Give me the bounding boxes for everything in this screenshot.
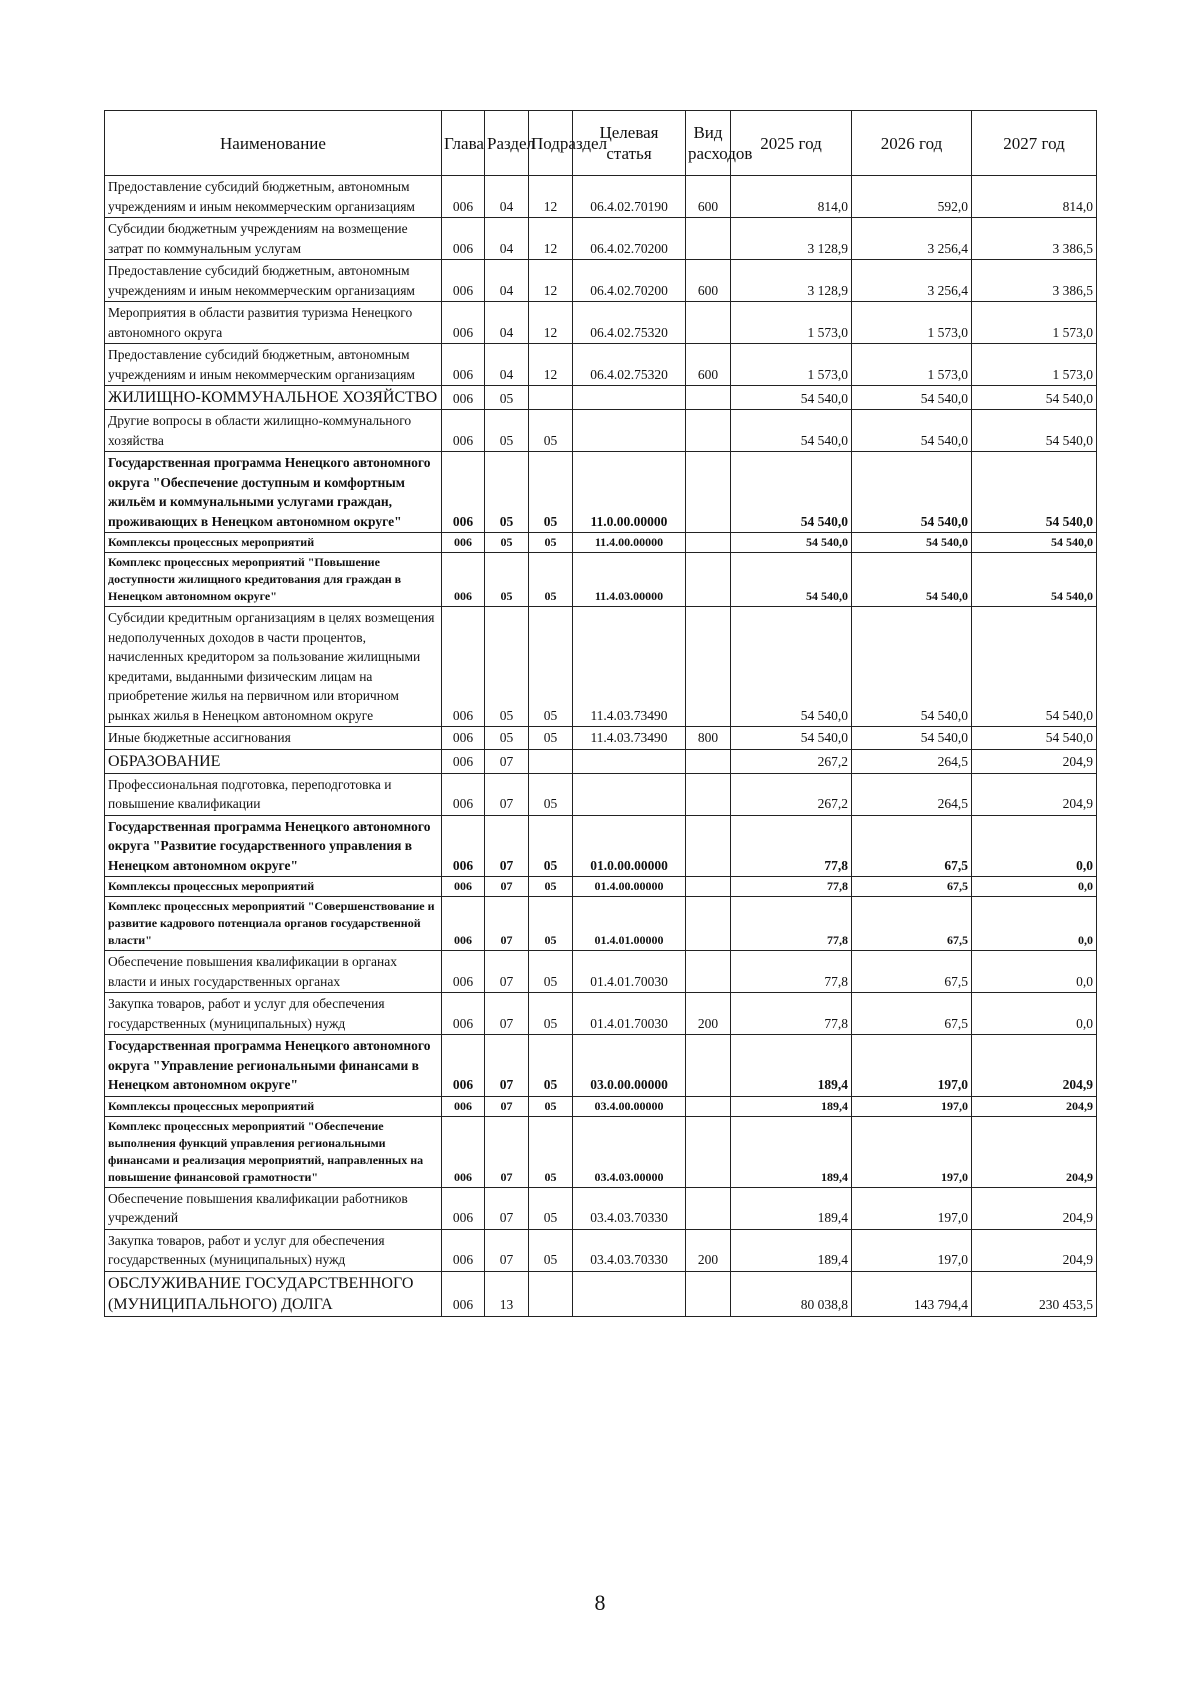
row-value-2026: 54 540,0 (852, 452, 972, 533)
row-razdel: 04 (485, 344, 529, 386)
row-glava: 006 (442, 815, 485, 877)
row-target-article: 01.4.00.00000 (573, 877, 686, 897)
row-target-article: 06.4.02.70200 (573, 260, 686, 302)
row-expense-type: 600 (686, 344, 731, 386)
row-expense-type (686, 1271, 731, 1316)
row-value-2025: 77,8 (731, 951, 852, 993)
row-name: Предоставление субсидий бюджетным, автономным учреждениям и иным некоммерческим организациям (105, 260, 442, 302)
row-target-article: 06.4.02.75320 (573, 344, 686, 386)
row-podrazdel: 05 (529, 410, 573, 452)
row-razdel: 05 (485, 386, 529, 410)
row-name: Предоставление субсидий бюджетным, автономным учреждениям и иным некоммерческим организациям (105, 176, 442, 218)
row-glava: 006 (442, 1229, 485, 1271)
table-row (105, 176, 1097, 218)
header-target-article: Целевая статья (573, 111, 686, 176)
row-razdel: 07 (485, 1187, 529, 1229)
row-glava: 006 (442, 260, 485, 302)
row-value-2025: 77,8 (731, 877, 852, 897)
row-expense-type (686, 1035, 731, 1097)
row-target-article: 06.4.02.75320 (573, 302, 686, 344)
row-expense-type (686, 452, 731, 533)
row-target-article: 03.4.03.70330 (573, 1229, 686, 1271)
row-value-2026: 54 540,0 (852, 386, 972, 410)
table-row (105, 260, 1097, 302)
table-row (105, 533, 1097, 553)
row-glava: 006 (442, 993, 485, 1035)
row-value-2026: 67,5 (852, 897, 972, 951)
row-value-2026: 3 256,4 (852, 218, 972, 260)
row-value-2027: 0,0 (972, 897, 1097, 951)
row-value-2027: 54 540,0 (972, 607, 1097, 727)
row-value-2027: 54 540,0 (972, 727, 1097, 750)
row-podrazdel (529, 386, 573, 410)
table-row (105, 553, 1097, 607)
row-name: Субсидии бюджетным учреждениям на возмещение затрат по коммунальным услугам (105, 218, 442, 260)
row-glava: 006 (442, 218, 485, 260)
row-razdel: 07 (485, 877, 529, 897)
row-value-2025: 54 540,0 (731, 410, 852, 452)
row-expense-type: 600 (686, 260, 731, 302)
row-value-2025: 189,4 (731, 1187, 852, 1229)
row-target-article: 03.4.03.00000 (573, 1116, 686, 1187)
row-razdel: 04 (485, 176, 529, 218)
row-podrazdel: 05 (529, 1035, 573, 1097)
header-glava: Глава (442, 111, 485, 176)
row-podrazdel: 05 (529, 993, 573, 1035)
row-podrazdel: 05 (529, 1187, 573, 1229)
row-razdel: 05 (485, 607, 529, 727)
row-expense-type (686, 749, 731, 773)
table-row (105, 1116, 1097, 1187)
header-razdel: Раздел (485, 111, 529, 176)
table-row (105, 815, 1097, 877)
row-podrazdel: 05 (529, 1229, 573, 1271)
row-razdel: 07 (485, 749, 529, 773)
row-razdel: 07 (485, 897, 529, 951)
row-name: Государственная программа Ненецкого автономного округа "Развитие государственного управления в Ненецком автономном округе" (105, 815, 442, 877)
row-razdel: 04 (485, 260, 529, 302)
row-name: Субсидии кредитным организациям в целях возмещения недополученных доходов в части процентов, начисленных кредитором за пользование жилищными кредитами, выданными физическим лицам на приобретение жилья на первичном или вторичном рынках жилья в Ненецком автономном округе (105, 607, 442, 727)
row-value-2027: 3 386,5 (972, 260, 1097, 302)
row-name: Государственная программа Ненецкого автономного округа "Обеспечение доступным и комфортным жильём и коммунальными услугами граждан, проживающих в Ненецком автономном округе" (105, 452, 442, 533)
row-value-2027: 204,9 (972, 1187, 1097, 1229)
row-value-2026: 592,0 (852, 176, 972, 218)
row-podrazdel: 05 (529, 897, 573, 951)
row-podrazdel: 12 (529, 260, 573, 302)
row-expense-type (686, 410, 731, 452)
row-value-2026: 264,5 (852, 749, 972, 773)
row-value-2025: 77,8 (731, 815, 852, 877)
row-glava: 006 (442, 176, 485, 218)
row-name: Обеспечение повышения квалификации работников учреждений (105, 1187, 442, 1229)
row-podrazdel: 05 (529, 607, 573, 727)
row-value-2026: 54 540,0 (852, 533, 972, 553)
row-glava: 006 (442, 1187, 485, 1229)
table-row (105, 951, 1097, 993)
row-target-article: 01.4.01.70030 (573, 951, 686, 993)
row-value-2026: 54 540,0 (852, 410, 972, 452)
row-value-2027: 814,0 (972, 176, 1097, 218)
row-glava: 006 (442, 749, 485, 773)
row-value-2026: 3 256,4 (852, 260, 972, 302)
row-target-article (573, 773, 686, 815)
table-row (105, 302, 1097, 344)
row-value-2026: 197,0 (852, 1187, 972, 1229)
table-row (105, 1035, 1097, 1097)
row-value-2027: 1 573,0 (972, 302, 1097, 344)
row-expense-type: 600 (686, 176, 731, 218)
row-value-2027: 1 573,0 (972, 344, 1097, 386)
row-name: Государственная программа Ненецкого автономного округа "Управление региональными финансами в Ненецком автономном округе" (105, 1035, 442, 1097)
row-value-2025: 54 540,0 (731, 607, 852, 727)
header-2025: 2025 год (731, 111, 852, 176)
row-podrazdel (529, 1271, 573, 1316)
header-name: Наименование (105, 111, 442, 176)
row-podrazdel: 05 (529, 1116, 573, 1187)
row-target-article (573, 749, 686, 773)
table-header-row (105, 111, 1097, 176)
row-razdel: 04 (485, 302, 529, 344)
row-glava: 006 (442, 1271, 485, 1316)
row-expense-type (686, 218, 731, 260)
table-row (105, 993, 1097, 1035)
row-expense-type (686, 1096, 731, 1116)
row-expense-type (686, 877, 731, 897)
row-expense-type (686, 773, 731, 815)
row-podrazdel: 05 (529, 951, 573, 993)
row-value-2027: 54 540,0 (972, 553, 1097, 607)
table-row (105, 877, 1097, 897)
row-name: Иные бюджетные ассигнования (105, 727, 442, 750)
row-glava: 006 (442, 1096, 485, 1116)
table-row (105, 452, 1097, 533)
row-razdel: 07 (485, 1229, 529, 1271)
row-expense-type (686, 951, 731, 993)
row-value-2025: 189,4 (731, 1229, 852, 1271)
row-target-article (573, 1271, 686, 1316)
budget-table (104, 110, 1097, 1317)
row-razdel: 05 (485, 533, 529, 553)
header-podrazdel: Подраздел (529, 111, 573, 176)
row-razdel: 07 (485, 773, 529, 815)
row-glava: 006 (442, 302, 485, 344)
row-target-article: 11.4.03.73490 (573, 727, 686, 750)
row-value-2026: 54 540,0 (852, 553, 972, 607)
row-glava: 006 (442, 1035, 485, 1097)
row-expense-type (686, 553, 731, 607)
row-value-2026: 67,5 (852, 877, 972, 897)
row-razdel: 07 (485, 815, 529, 877)
row-value-2026: 67,5 (852, 951, 972, 993)
row-target-article (573, 386, 686, 410)
row-value-2026: 54 540,0 (852, 607, 972, 727)
table-row (105, 749, 1097, 773)
row-name: Комплекс процессных мероприятий "Обеспечение выполнения функций управления региональными финансами и реализация мероприятий, направленных на повышение финансовой грамотности" (105, 1116, 442, 1187)
row-glava: 006 (442, 897, 485, 951)
row-value-2026: 143 794,4 (852, 1271, 972, 1316)
row-razdel: 05 (485, 553, 529, 607)
row-value-2027: 54 540,0 (972, 452, 1097, 533)
row-value-2025: 267,2 (731, 773, 852, 815)
row-razdel: 05 (485, 727, 529, 750)
row-value-2027: 54 540,0 (972, 533, 1097, 553)
row-value-2025: 54 540,0 (731, 386, 852, 410)
row-glava: 006 (442, 727, 485, 750)
row-value-2027: 0,0 (972, 993, 1097, 1035)
row-value-2025: 77,8 (731, 993, 852, 1035)
row-value-2025: 54 540,0 (731, 452, 852, 533)
row-value-2026: 54 540,0 (852, 727, 972, 750)
table-row (105, 410, 1097, 452)
row-expense-type (686, 607, 731, 727)
row-razdel: 13 (485, 1271, 529, 1316)
row-razdel: 07 (485, 1116, 529, 1187)
row-value-2025: 3 128,9 (731, 260, 852, 302)
row-value-2025: 54 540,0 (731, 533, 852, 553)
row-glava: 006 (442, 386, 485, 410)
row-name: Закупка товаров, работ и услуг для обеспечения государственных (муниципальных) нужд (105, 993, 442, 1035)
row-name: Обеспечение повышения квалификации в органах власти и иных государственных органах (105, 951, 442, 993)
row-value-2027: 204,9 (972, 749, 1097, 773)
row-podrazdel: 05 (529, 1096, 573, 1116)
row-expense-type (686, 1116, 731, 1187)
row-target-article: 03.4.03.70330 (573, 1187, 686, 1229)
row-value-2025: 3 128,9 (731, 218, 852, 260)
table-row (105, 897, 1097, 951)
row-expense-type (686, 302, 731, 344)
row-glava: 006 (442, 607, 485, 727)
row-razdel: 05 (485, 410, 529, 452)
row-value-2026: 1 573,0 (852, 302, 972, 344)
row-target-article: 06.4.02.70200 (573, 218, 686, 260)
row-expense-type (686, 386, 731, 410)
row-value-2027: 3 386,5 (972, 218, 1097, 260)
row-name: ЖИЛИЩНО-КОММУНАЛЬНОЕ ХОЗЯЙСТВО (105, 386, 442, 410)
row-value-2025: 189,4 (731, 1116, 852, 1187)
row-glava: 006 (442, 773, 485, 815)
row-value-2027: 204,9 (972, 1035, 1097, 1097)
row-razdel: 07 (485, 993, 529, 1035)
row-name: Предоставление субсидий бюджетным, автономным учреждениям и иным некоммерческим организациям (105, 344, 442, 386)
row-target-article: 01.4.01.70030 (573, 993, 686, 1035)
table-row (105, 386, 1097, 410)
row-value-2027: 0,0 (972, 951, 1097, 993)
row-value-2025: 54 540,0 (731, 727, 852, 750)
row-value-2027: 204,9 (972, 773, 1097, 815)
row-podrazdel: 12 (529, 302, 573, 344)
row-value-2027: 0,0 (972, 815, 1097, 877)
row-podrazdel: 05 (529, 553, 573, 607)
row-glava: 006 (442, 877, 485, 897)
row-podrazdel: 12 (529, 176, 573, 218)
header-expense-type: Вид расходов (686, 111, 731, 176)
row-target-article: 03.0.00.00000 (573, 1035, 686, 1097)
row-value-2025: 80 038,8 (731, 1271, 852, 1316)
row-value-2026: 197,0 (852, 1229, 972, 1271)
row-value-2027: 230 453,5 (972, 1271, 1097, 1316)
row-razdel: 05 (485, 452, 529, 533)
table-row (105, 727, 1097, 750)
row-value-2026: 264,5 (852, 773, 972, 815)
row-glava: 006 (442, 553, 485, 607)
row-razdel: 07 (485, 1096, 529, 1116)
row-value-2025: 267,2 (731, 749, 852, 773)
table-row (105, 344, 1097, 386)
row-expense-type: 200 (686, 1229, 731, 1271)
row-value-2027: 54 540,0 (972, 386, 1097, 410)
row-value-2026: 1 573,0 (852, 344, 972, 386)
row-glava: 006 (442, 410, 485, 452)
table-row (105, 1271, 1097, 1316)
row-podrazdel: 12 (529, 344, 573, 386)
row-name: Мероприятия в области развития туризма Ненецкого автономного округа (105, 302, 442, 344)
row-value-2027: 0,0 (972, 877, 1097, 897)
row-razdel: 07 (485, 1035, 529, 1097)
row-value-2026: 197,0 (852, 1116, 972, 1187)
row-value-2027: 54 540,0 (972, 410, 1097, 452)
row-glava: 006 (442, 533, 485, 553)
row-name: Комплекс процессных мероприятий "Совершенствование и развитие кадрового потенциала органов государственной власти" (105, 897, 442, 951)
row-glava: 006 (442, 452, 485, 533)
row-name: Другие вопросы в области жилищно-коммунального хозяйства (105, 410, 442, 452)
row-value-2027: 204,9 (972, 1229, 1097, 1271)
row-razdel: 04 (485, 218, 529, 260)
row-expense-type (686, 815, 731, 877)
row-value-2027: 204,9 (972, 1116, 1097, 1187)
row-podrazdel: 05 (529, 815, 573, 877)
table-row (105, 1187, 1097, 1229)
table-row (105, 773, 1097, 815)
row-name: Закупка товаров, работ и услуг для обеспечения государственных (муниципальных) нужд (105, 1229, 442, 1271)
row-value-2027: 204,9 (972, 1096, 1097, 1116)
table-row (105, 607, 1097, 727)
row-expense-type (686, 897, 731, 951)
row-podrazdel: 05 (529, 533, 573, 553)
row-expense-type: 200 (686, 993, 731, 1035)
row-glava: 006 (442, 344, 485, 386)
row-podrazdel: 05 (529, 773, 573, 815)
row-target-article: 03.4.00.00000 (573, 1096, 686, 1116)
table-row (105, 1229, 1097, 1271)
row-podrazdel: 05 (529, 452, 573, 533)
row-value-2025: 189,4 (731, 1035, 852, 1097)
row-value-2025: 54 540,0 (731, 553, 852, 607)
row-target-article: 11.0.00.00000 (573, 452, 686, 533)
table-row (105, 218, 1097, 260)
row-name: Комплексы процессных мероприятий (105, 877, 442, 897)
row-target-article: 01.0.00.00000 (573, 815, 686, 877)
row-target-article: 11.4.03.00000 (573, 553, 686, 607)
page-number: 8 (594, 1590, 606, 1615)
row-value-2025: 1 573,0 (731, 344, 852, 386)
row-glava: 006 (442, 951, 485, 993)
row-target-article: 06.4.02.70190 (573, 176, 686, 218)
row-target-article: 01.4.01.00000 (573, 897, 686, 951)
row-target-article (573, 410, 686, 452)
row-glava: 006 (442, 1116, 485, 1187)
row-name: ОБСЛУЖИВАНИЕ ГОСУДАРСТВЕННОГО (МУНИЦИПАЛЬНОГО) ДОЛГА (105, 1271, 442, 1316)
row-name: Профессиональная подготовка, переподготовка и повышение квалификации (105, 773, 442, 815)
row-value-2025: 77,8 (731, 897, 852, 951)
row-value-2026: 197,0 (852, 1035, 972, 1097)
row-target-article: 11.4.03.73490 (573, 607, 686, 727)
row-podrazdel: 05 (529, 877, 573, 897)
row-expense-type (686, 1187, 731, 1229)
header-2027: 2027 год (972, 111, 1097, 176)
row-name: Комплекс процессных мероприятий "Повышение доступности жилищного кредитования для граждан в Ненецком автономном округе" (105, 553, 442, 607)
row-value-2026: 67,5 (852, 993, 972, 1035)
row-target-article: 11.4.00.00000 (573, 533, 686, 553)
row-value-2025: 189,4 (731, 1096, 852, 1116)
row-name: Комплексы процессных мероприятий (105, 533, 442, 553)
row-razdel: 07 (485, 951, 529, 993)
row-value-2026: 197,0 (852, 1096, 972, 1116)
row-podrazdel: 12 (529, 218, 573, 260)
row-expense-type (686, 533, 731, 553)
row-value-2025: 814,0 (731, 176, 852, 218)
header-2026: 2026 год (852, 111, 972, 176)
table-row (105, 1096, 1097, 1116)
row-value-2025: 1 573,0 (731, 302, 852, 344)
row-expense-type: 800 (686, 727, 731, 750)
row-podrazdel (529, 749, 573, 773)
row-podrazdel: 05 (529, 727, 573, 750)
row-name: Комплексы процессных мероприятий (105, 1096, 442, 1116)
row-name: ОБРАЗОВАНИЕ (105, 749, 442, 773)
row-value-2026: 67,5 (852, 815, 972, 877)
